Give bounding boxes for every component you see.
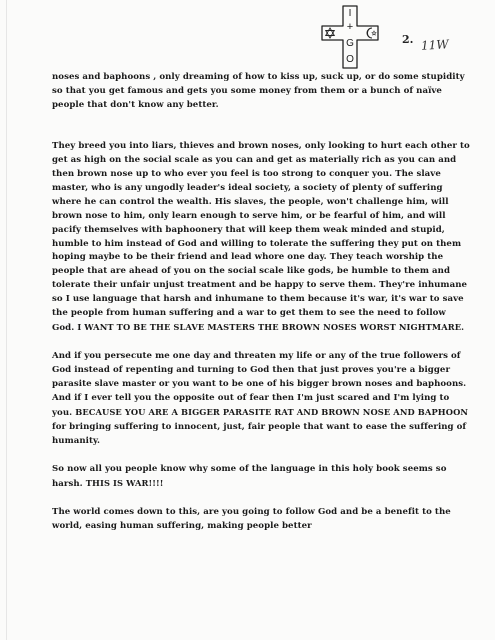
crescent-icon (367, 28, 376, 38)
paragraph-3-text: And if you persecute me one day and threaten my life or any of the true followers of God instead of repenting and turning to God then that just proves you're a bigger parasite slave master or you want to be one of his bigger brown noses and baphoons. And if I ever tell you the opposite out of fear then I'm just scared and I'm lying to you. (52, 351, 467, 419)
cross-letter-2: + (346, 21, 354, 33)
body-text (52, 71, 470, 534)
paragraph-4 (52, 463, 470, 492)
hand-drawn-cross-icon (312, 2, 392, 72)
paragraph-1: noses and baphoons , only dreaming of how to kiss up, suck up, or do some stupidity so that you get famous and gets you some money from them or a bunch of naïve people that don't know any better. (52, 72, 465, 110)
cross-letter-3: G (346, 38, 354, 49)
paragraph-2 (52, 140, 470, 336)
cross-letter-4: O (346, 54, 354, 65)
paragraph-5: The world comes down to this, are you going to follow God and be a benefit to the world, easing human suffering, making people better (52, 506, 451, 531)
star-of-david-icon (326, 28, 335, 38)
page-edge-line (6, 0, 7, 640)
page-number: 2. (402, 33, 414, 46)
cross-drawing (312, 2, 392, 72)
paragraph-3 (52, 350, 470, 449)
paragraph-2-emphasis: I WANT TO BE THE SLAVE MASTERS THE BROWN NOSES WORST NIGHTMARE. (77, 322, 465, 333)
paragraph-4-text: So now all you people know why some of the language in this holy book seems so harsh. (52, 463, 447, 489)
paragraph-3-emphasis: BECAUSE YOU ARE A BIGGER PARASITE RAT AND BROWN NOSE AND BAPHOON (75, 407, 469, 418)
paragraph-4-emphasis: THIS IS WAR!!!! (85, 477, 164, 488)
cross-letter-1: I (348, 8, 352, 19)
handwritten-note: 11W (420, 37, 449, 53)
paragraph-2-text: They breed you into liars, thieves and brown noses, only looking to hurt each other to get as high on the social scale as you can and get as materially rich as you can and then brown nose up to who ever you feel is too strong to conquer you. The slave master, who is any ungodly leader's ideal society, a society of plenty of suffering where he can control the wealth. His slaves, the people, won't challenge him, will brown nose to him, only learn enough to serve him, or be fearful of him, and will pacify themselves with baphoonery that will keep them weak minded and stupid, humble to him instead of God and willing to tolerate the suffering they put on them hoping maybe to be their friend and lead whore one day. They teach worship the people that are ahead of you on the social scale like gods, be humble to them and tolerate their unfair unjust treatment and be happy to serve them. They're inhumane so I use language that harsh and inhumane to them because it's war, it's war to save the people from human suffering and a war to get them to see the need to follow God. (52, 140, 470, 334)
paragraph-3-tail: for bringing suffering to innocent, just, fair people that want to ease the suffering of humanity. (52, 421, 467, 446)
